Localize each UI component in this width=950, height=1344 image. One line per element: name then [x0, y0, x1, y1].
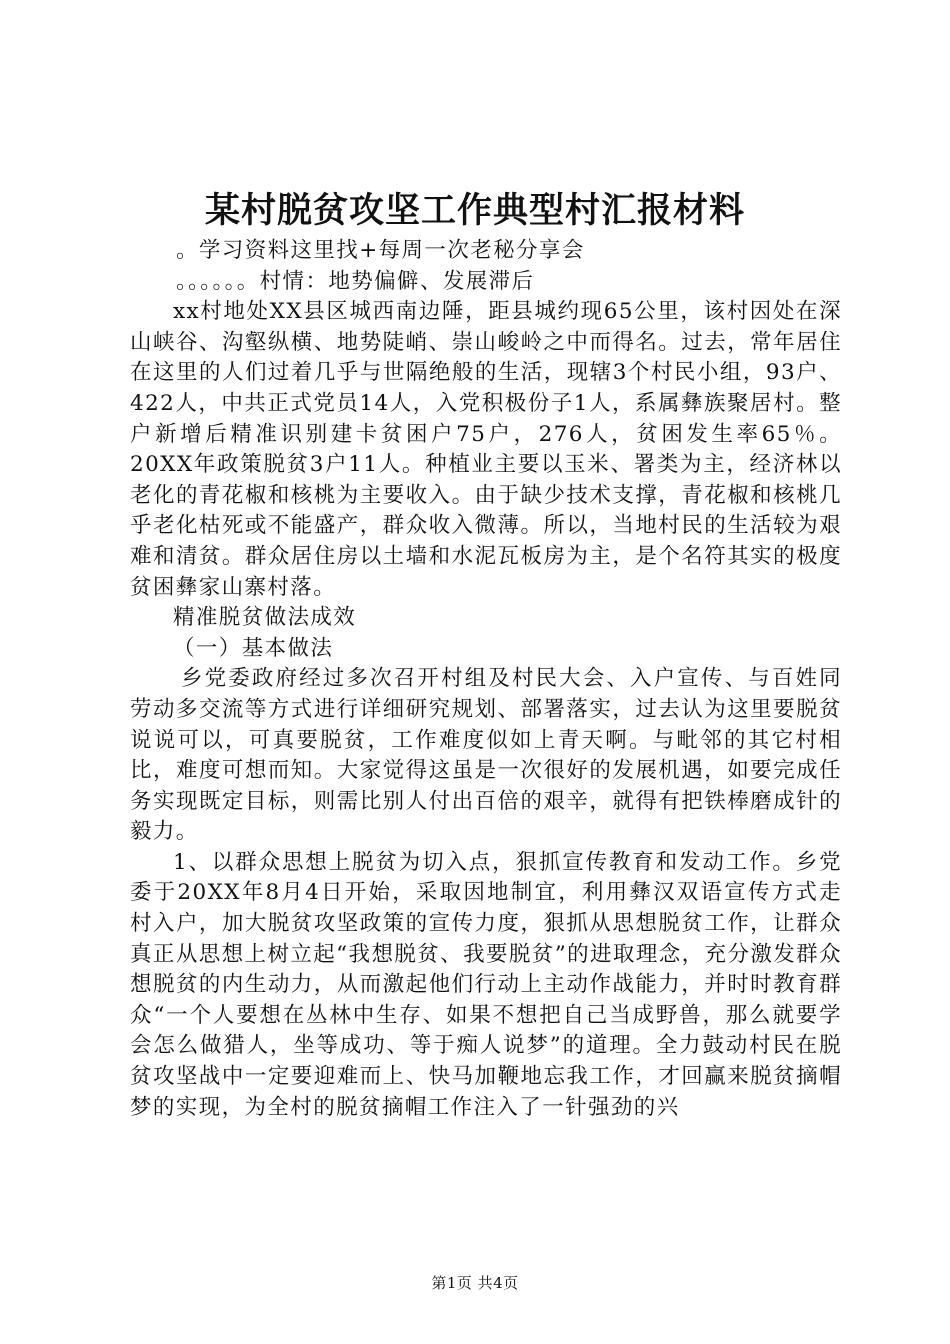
document-title: 某村脱贫攻坚工作典型村汇报材料 [204, 190, 745, 231]
paragraph-point-one: 1、以群众思想上脱贫为切入点，狠抓宣传教育和发动工作。乡党委于20XX年8月4日开始，采取因地制宜，利用彝汉双语宣传方式走村入户，加大脱贫攻坚政策的宣传力度，狠抓从思想脱贫工作，让群众真正从思想上树立起“我想脱贫、我要脱贫”的进取理念，充分激发群众想脱贫的内生动力，从而激起他们行动上主动作战能力，并时时教育群众“一个人要想在丛林中生存、如果不想把自己当成野兽，那么就要学会怎么做猎人，坐等成功、等于痴人说梦”的道理。全力鼓动村民在脱贫攻坚战中一定要迎难而上、快马加鞭地忘我工作，才回赢来脱贫摘帽梦的实现，为全村的脱贫摘帽工作注入了一针强劲的兴 [130, 849, 842, 1120]
paragraph-section-heading: 精准脱贫做法成效 [173, 605, 357, 631]
paragraph-village-overview: xx村地处XX县区城西南边陲，距县城约现65公里，该村因处在深山峡谷、沟壑纵横、地势陡峭、崇山峻岭之中而得名。过去，常年居住在这里的人们过着几乎与世隔绝般的生活，现辖3个村民小组，93户、422人，中共正式党员14人，入党积极份子1人，系属彝族聚居村。整户新增后精准识别建卡贫困户75户，276人，贫困发生率65％。20XX年政策脱贫3户11人。种植业主要以玉米、署类为主，经济林以老化的青花椒和核桃为主要收入。由于缺少技术支撑，青花椒和核桃几乎老化枯死或不能盛产，群众收入微薄。所以，当地村民的生活较为艰难和清贫。群众居住房以土墙和水泥瓦板房为主，是个名符其实的极度贫困彝家山寨村落。 [130, 299, 842, 600]
paragraph-intro-note: 。学习资料这里找+每周一次老秘分享会 [176, 238, 585, 263]
paragraph-subsection-heading: （一）基本做法 [173, 635, 334, 661]
document-body [130, 236, 842, 1123]
paragraph-basic-approach: 乡党委政府经过多次召开村组及村民大会、入户宣传、与百姓同劳动多交流等方式进行详细研究规划、部署落实，过去认为这里要脱贫说说可以，可真要脱贫，工作难度似如上青天啊。与毗邻的其它村相比，难度可想而知。大家觉得这虽是一次很好的发展机遇，如要完成任务实现既定目标，则需比别人付出百倍的艰辛，就得有把铁棒磨成针的毅力。 [130, 666, 842, 845]
paragraph-village-heading: 。。。。。。村情：地势偏僻、发展滞后 [176, 268, 535, 294]
page-footer: 第1页 共4页 [431, 1274, 519, 1292]
